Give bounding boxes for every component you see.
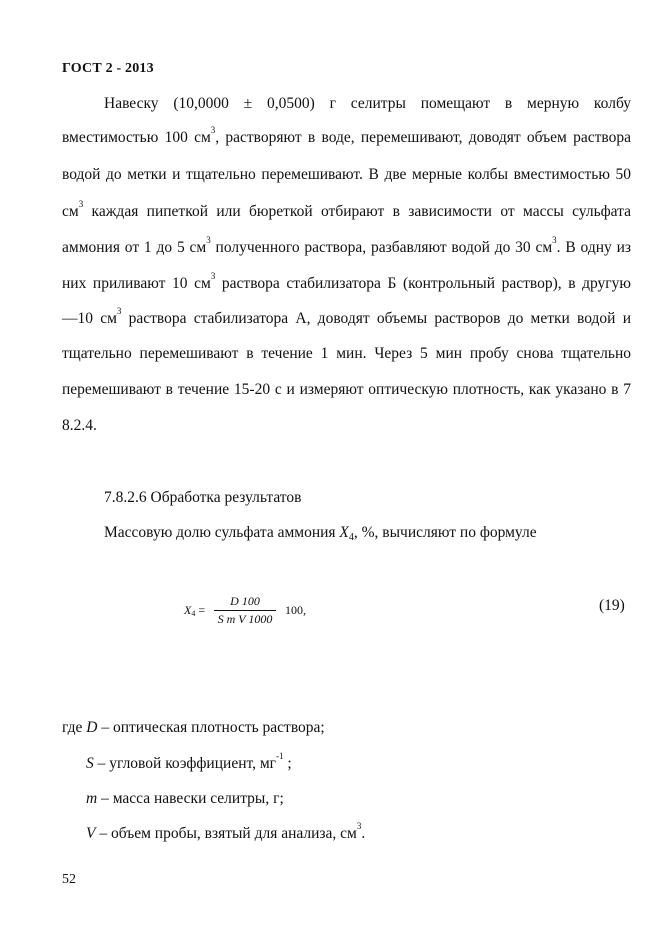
section-heading: 7.8.2.6 Обработка результатов — [104, 489, 302, 506]
paragraph-line: 8.2.4. — [62, 417, 97, 434]
definition-s: S – угловой коэффициент, $мг^{-1}$ ; — [86, 751, 292, 772]
paragraph-line: —10 $см^3$ раствора стабилизатора А, доводят объемы растворов до метки водой и — [62, 306, 631, 327]
definition-m: m – масса навески селитры, г; — [86, 790, 284, 807]
page-number: 52 — [62, 872, 76, 887]
formula-lhs: $X_4$ = — [184, 603, 206, 618]
formula-fraction — [214, 594, 276, 627]
formula-numerator: D 100 — [214, 594, 276, 611]
paragraph-line: тщательно перемешивают в течение 1 мин. Через 5 мин пробу снова тщательно — [62, 345, 631, 362]
equation-number: (19) — [599, 597, 625, 614]
paragraph-line: них приливают 10 $см^3$ раствора стабилизатора Б (контрольный раствор), в другую — [62, 271, 631, 292]
formula-intro: Массовую долю сульфата аммония $X_4$, %, вычисляют по формуле — [104, 524, 537, 543]
paragraph-line: аммония от 1 до 5 $см^3$ полученного раствора, разбавляют водой до 30 $см^3$. В одну из — [62, 235, 631, 256]
definition-v: V – объем пробы, взятый для анализа, $см^3$. — [86, 821, 366, 842]
paragraph-line: вместимостью 100 $см^3$, растворяют в воде, перемешивают, доводят объем раствора — [62, 125, 631, 146]
definition-d: где D – оптическая плотность раствора; — [62, 719, 325, 736]
paragraph-line: водой до метки и тщательно перемешивают. В две мерные колбы вместимостью 50 — [62, 166, 631, 183]
document-header: ГОСТ 2 - 2013 — [62, 61, 154, 76]
paragraph-line: перемешивают в течение 15-20 с и измеряют оптическую плотность, как указано в 7 — [62, 381, 631, 398]
formula-multiplier: 100, — [285, 603, 306, 617]
paragraph-line: $см^3$ каждая пипеткой или бюреткой отбирают в зависимости от массы сульфата — [62, 199, 631, 220]
paragraph-line: Навеску (10,0000 ± 0,0500) г селитры помещают в мерную колбу — [104, 95, 631, 112]
formula-denominator: S m V 1000 — [217, 612, 273, 626]
